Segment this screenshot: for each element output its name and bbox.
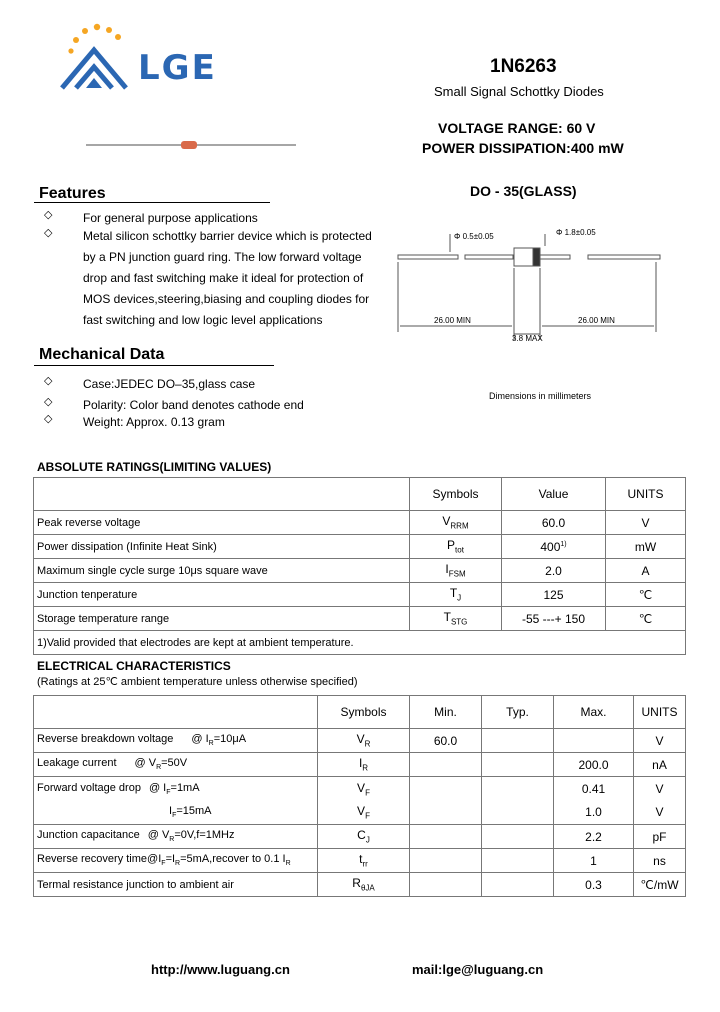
table-row: Junction capacitance @ $V_R=0V,f=1MHz$ $C_J$ 2.2 pF: [34, 825, 686, 849]
col-symbols: Symbols: [410, 478, 502, 511]
body-diameter-label: Φ 1.8±0.05: [556, 228, 596, 237]
diamond-bullet-icon: ◇: [44, 209, 53, 221]
table-header-row: Symbols Min. Typ. Max. UNITS: [34, 696, 686, 729]
absolute-ratings-table: [33, 477, 686, 655]
package-title: DO - 35(GLASS): [470, 183, 577, 199]
lead-diameter-label: Φ 0.5±0.05: [454, 232, 494, 241]
power-dissipation: POWER DISSIPATION:400 mW: [422, 140, 624, 156]
features-title: Features: [39, 185, 106, 202]
absolute-ratings-title: ABSOLUTE RATINGS(LIMITING VALUES): [37, 460, 272, 474]
footer-email-link[interactable]: mail:lge@luguang.cn: [412, 962, 544, 977]
table-row: Peak reverse voltage $V_{RRM}$ 60.0 V: [34, 511, 686, 535]
col-units: UNITS: [606, 478, 686, 511]
lge-logo-icon: [58, 22, 140, 94]
diamond-bullet-icon: ◇: [44, 227, 53, 239]
electrical-table: [33, 695, 686, 897]
dimensions-note: Dimensions in millimeters: [489, 391, 592, 401]
subtitle: Small Signal Schottky Diodes: [434, 84, 604, 99]
table-header-row: [34, 478, 686, 511]
table-row: Reverse breakdown voltage @ $I_R=10\mu A$ $V_R$ 60.0 V: [34, 729, 686, 753]
electrical-title: ELECTRICAL CHARACTERISTICS: [37, 659, 231, 673]
right-lead-length: 26.00 MIN: [578, 316, 615, 325]
features-rule: [34, 202, 270, 203]
diamond-bullet-icon: ◇: [44, 413, 53, 425]
diode-photo: [86, 138, 296, 152]
left-lead-length: 26.00 MIN: [434, 316, 471, 325]
brand-name: LGE: [138, 48, 217, 88]
table-row: Leakage current @ $V_R=50V$ $I_R$ 200.0 nA: [34, 753, 686, 777]
electrical-note: (Ratings at 25℃ ambient temperature unless otherwise specified): [37, 676, 358, 688]
table-row: $I_F=15mA$ $V_F$ 1.0 V: [34, 801, 686, 825]
table-row: Termal resistance junction to ambient air $R_{\theta JA}$ 0.3 ℃/mW: [34, 873, 686, 897]
part-number: 1N6263: [490, 56, 557, 77]
col-value: Value: [502, 478, 606, 511]
diamond-bullet-icon: ◇: [44, 375, 53, 387]
body-length: 3.8 MAX: [512, 334, 543, 343]
table-row: Power dissipation (Infinite Heat Sink) $P_{tot}$ 400$^{1)}$ mW: [34, 535, 686, 559]
table-row: Storage temperature range $T_{STG}$ -55 ---+ 150 ℃: [34, 607, 686, 631]
voltage-range: VOLTAGE RANGE: 60 V: [438, 120, 596, 136]
table-row: Forward voltage drop @ $I_F=1mA$ $V_F$ 0.41 V: [34, 777, 686, 801]
table-row: Junction tenperature $T_J$ 125 ℃: [34, 583, 686, 607]
table-footnote-row: 1)Valid provided that electrodes are kept at ambient temperature.: [34, 631, 686, 655]
table-row: Reverse recovery $time@I_F=I_R=5mA,recover$ to 0.1 $I_R$ $t_{rr}$ 1 ns: [34, 849, 686, 873]
footer-website-link[interactable]: http://www.luguang.cn: [151, 962, 290, 977]
table-row: Maximum single cycle surge 10μs square wave $I_{FSM}$ 2.0 A: [34, 559, 686, 583]
diamond-bullet-icon: ◇: [44, 396, 53, 408]
mechanical-rule: [34, 365, 274, 366]
mechanical-title: Mechanical Data: [39, 346, 165, 363]
